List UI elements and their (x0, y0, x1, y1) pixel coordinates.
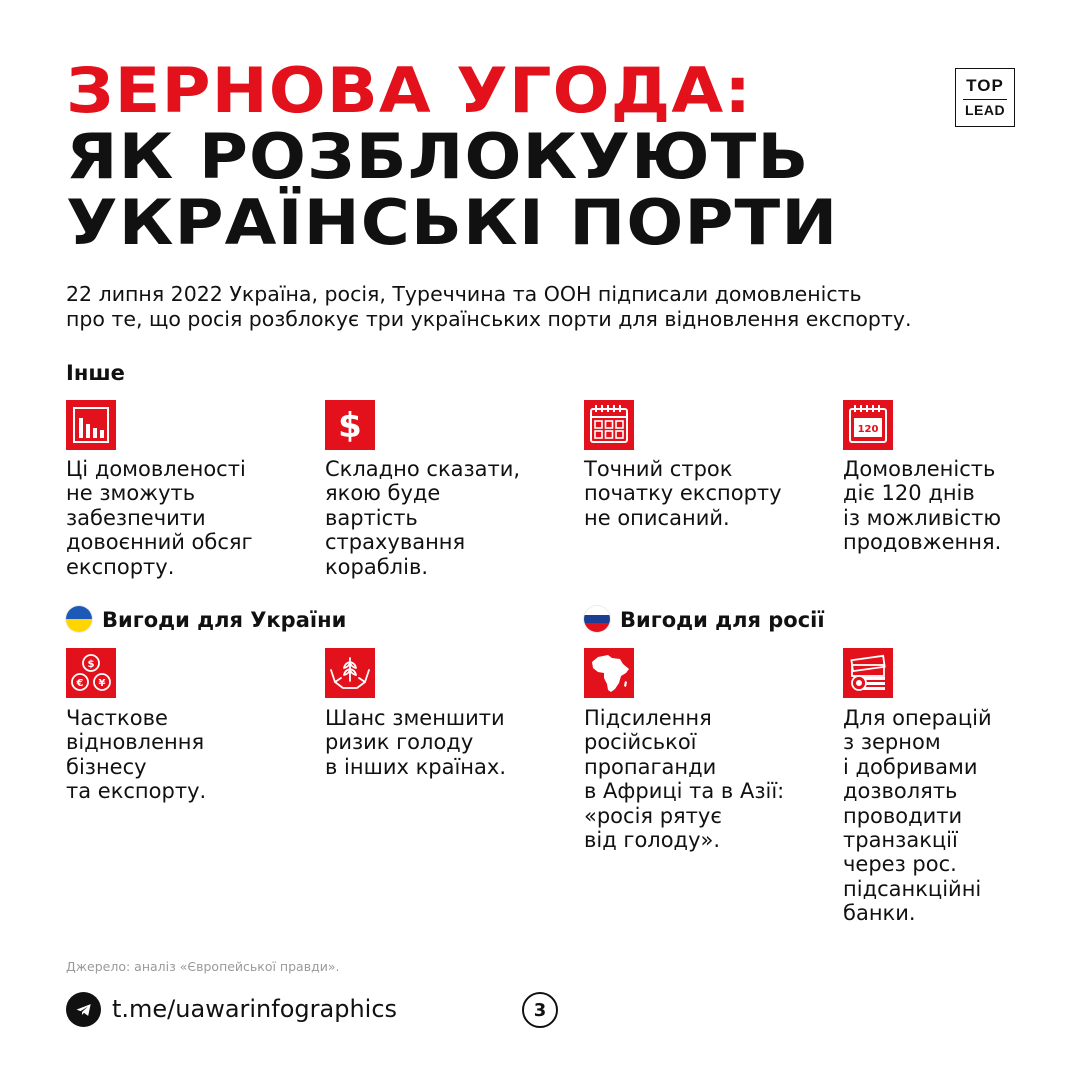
item-line: пропаганди (584, 754, 717, 779)
ukraine-flag-icon (66, 606, 92, 632)
section-heading-russia (584, 608, 825, 634)
item-line: не описаний. (584, 505, 730, 530)
russia-heading-text: Вигоди для росії (620, 608, 825, 632)
item-line: ризик голоду (325, 730, 474, 755)
telegram-link[interactable]: t.me/uawarinfographics (112, 995, 398, 1023)
intro-paragraph (66, 282, 1026, 332)
calendar-grid-icon (584, 400, 634, 450)
logo-divider (963, 99, 1007, 100)
title-line-2: ЯК РОЗБЛОКУЮТЬ (66, 120, 810, 193)
item-line: бізнесу (66, 754, 147, 779)
title-line-1: ЗЕРНОВА УГОДА: (66, 54, 753, 127)
svg-text:¥: ¥ (98, 678, 106, 689)
item-line: підсанкційні (843, 876, 982, 901)
item-line: експорту. (66, 554, 175, 579)
item-line: страхування (325, 530, 466, 555)
item-line: Для операцій (843, 706, 992, 730)
item-line: Шанс зменшити (325, 706, 505, 730)
item-line: Складно сказати, (325, 457, 521, 481)
item-line: вартість (325, 505, 418, 530)
item-line: банки. (843, 901, 916, 926)
russia-item-1 (584, 706, 784, 852)
item-line: із можливістю (843, 505, 1002, 530)
intro-line: про те, що росія розблокує три українських порти для відновлення експорту. (66, 307, 912, 331)
logo-top-text: TOP (966, 75, 1004, 95)
bar-chart-icon (66, 400, 116, 450)
item-line: дозволять (843, 779, 958, 804)
section-heading-other: Інше (66, 361, 125, 385)
other-item-4 (843, 457, 1001, 555)
intro-line: 22 липня 2022 Україна, росія, Туреччина та ООН підписали домовленість (66, 282, 862, 306)
item-line: транзакції (843, 828, 958, 853)
item-line: Підсилення (584, 706, 712, 730)
svg-text:$: $ (87, 659, 95, 670)
item-line: довоєнний обсяг (66, 530, 253, 555)
item-line: Домовленість (843, 457, 996, 481)
item-line: Часткове (66, 706, 168, 730)
other-item-2 (325, 457, 520, 579)
source-note: Джерело: аналіз «Європейської правди». (66, 959, 340, 974)
page-title (66, 54, 946, 259)
section-heading-ukraine (66, 608, 346, 634)
hands-wheat-icon (325, 648, 375, 698)
item-line: не зможуть (66, 481, 196, 506)
item-line: продовження. (843, 530, 1002, 555)
title-line-3: УКРАЇНСЬКІ ПОРТИ (66, 186, 839, 259)
item-line: якою буде (325, 481, 441, 506)
russia-item-2 (843, 706, 992, 926)
item-line: кораблів. (325, 554, 428, 579)
logo-bottom-text: LEAD (964, 102, 1006, 119)
item-line: діє 120 днів (843, 481, 975, 506)
africa-map-icon (584, 648, 634, 698)
item-line: і добривами (843, 754, 978, 779)
item-line: від голоду». (584, 828, 721, 853)
svg-text:$: $ (338, 406, 362, 446)
ukraine-item-2 (325, 706, 506, 779)
item-line: в Африці та в Азії: (584, 779, 785, 804)
ukraine-item-1 (66, 706, 206, 804)
item-line: в інших країнах. (325, 754, 507, 779)
calendar-120-icon (843, 400, 893, 450)
telegram-icon[interactable] (66, 992, 101, 1027)
ukraine-heading-text: Вигоди для України (102, 608, 347, 632)
russia-flag-icon (584, 606, 610, 632)
page-number: 3 (522, 992, 558, 1028)
item-line: через рос. (843, 852, 957, 877)
other-item-1 (66, 457, 253, 579)
item-line: початку експорту (584, 481, 782, 506)
svg-text:€: € (76, 678, 84, 689)
calendar-120-label: 120 (857, 424, 879, 435)
money-stack-icon (843, 648, 893, 698)
item-line: проводити (843, 803, 963, 828)
top-lead-logo (955, 68, 1015, 127)
currency-coins-icon (66, 648, 116, 698)
item-line: та експорту. (66, 779, 207, 804)
item-line: російської (584, 730, 697, 755)
item-line: забезпечити (66, 505, 206, 530)
item-line: «росія рятує (584, 803, 722, 828)
dollar-icon (325, 400, 375, 450)
item-line: Ці домовленості (66, 457, 246, 481)
other-item-3 (584, 457, 782, 530)
item-line: відновлення (66, 730, 205, 755)
item-line: з зерном (843, 730, 941, 755)
item-line: Точний строк (584, 457, 733, 481)
